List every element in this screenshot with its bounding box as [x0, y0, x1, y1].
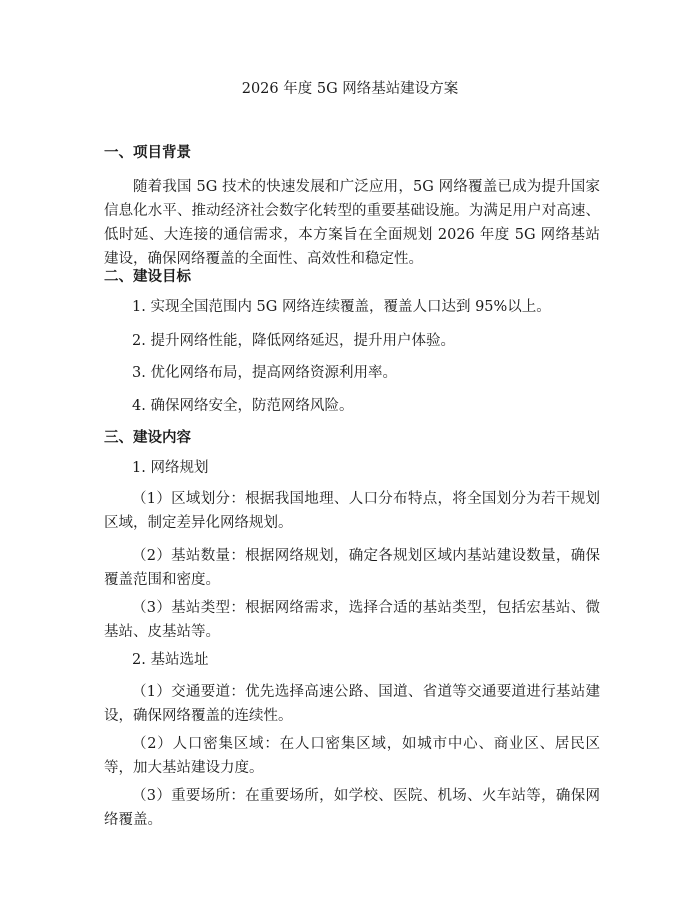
siting-detail: （2）人口密集区域：在人口密集区域，如城市中心、商业区、居民区等，加大基站建设力度。	[104, 736, 600, 776]
section-heading-background: 一、项目背景	[104, 145, 191, 161]
siting-detail: （3）重要场所：在重要场所，如学校、医院、机场、火车站等，确保网络覆盖。	[104, 788, 600, 828]
goal-item: 3. 优化网络布局，提高网络资源利用率。	[132, 365, 397, 381]
subsection-title-planning: 1. 网络规划	[132, 460, 209, 476]
goal-item: 2. 提升网络性能，降低网络延迟，提升用户体验。	[132, 333, 455, 349]
planning-detail: （3）基站类型：根据网络需求，选择合适的基站类型，包括宏基站、微基站、皮基站等。	[104, 600, 600, 640]
planning-detail: （2）基站数量：根据网络规划，确定各规划区域内基站建设数量，确保覆盖范围和密度。	[104, 548, 600, 588]
planning-detail: （1）区域划分：根据我国地理、人口分布特点，将全国划分为若干规划区域，制定差异化网络规划。	[104, 491, 600, 531]
goal-item: 1. 实现全国范围内 5G 网络连续覆盖，覆盖人口达到 95%以上。	[132, 299, 551, 315]
goal-item: 4. 确保网络安全，防范网络风险。	[132, 398, 354, 414]
background-paragraph: 随着我国 5G 技术的快速发展和广泛应用，5G 网络覆盖已成为提升国家信息化水平、推动经济社会数字化转型的重要基础设施。为满足用户对高速、低时延、大连接的通信需求，本方案旨在全面规划 2026 年度 5G 网络基站建设，确保网络覆盖的全面性、高效性和稳定性。	[104, 179, 600, 267]
section-heading-content: 三、建设内容	[104, 430, 191, 446]
siting-detail: （1）交通要道：优先选择高速公路、国道、省道等交通要道进行基站建设，确保网络覆盖的连续性。	[104, 684, 600, 724]
subsection-title-siting: 2. 基站选址	[132, 652, 209, 668]
document-title: 2026 年度 5G 网络基站建设方案	[241, 81, 459, 97]
section-heading-goals: 二、建设目标	[104, 269, 191, 285]
